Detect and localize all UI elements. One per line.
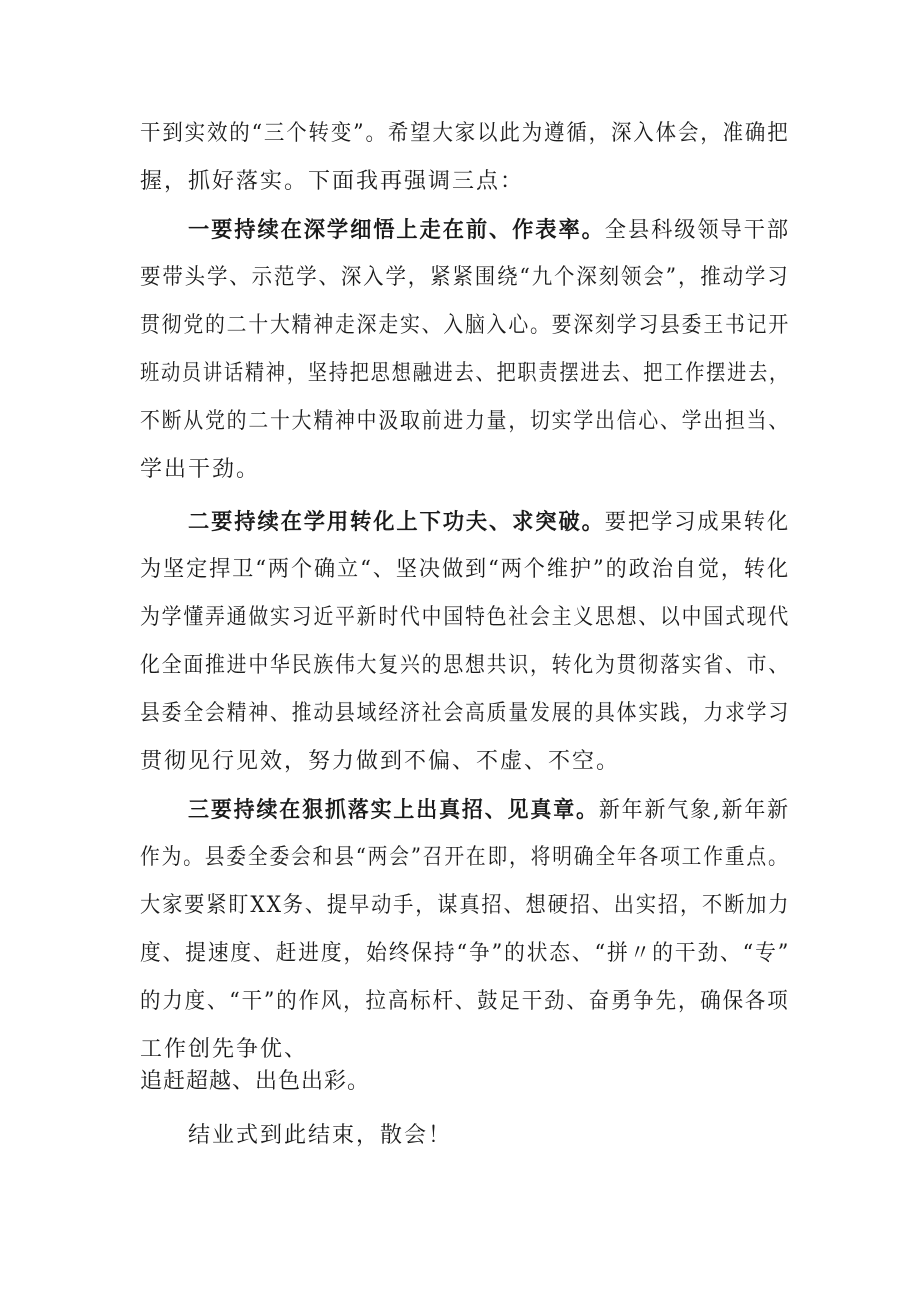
point-3-line: 度、提速度、赶进度，始终保持“争”的状态、“拼〃的干劲、“专” [140,941,791,966]
point-2-line: 县委全会精神、推动县域经济社会高质量发展的具体实践，力求学习 [140,701,791,726]
point-2-heading: 二要持续在学用转化上下功夫、求突破。 [188,509,605,535]
point-1-heading: 一要持续在深学细悟上走在前、作表率。 [188,217,605,243]
point-1-first-line [188,216,790,245]
point-3-first-line-rest: 新年新气象,新年新 [598,798,791,823]
point-2-line: 贯彻见行见效，努力做到不偏、不虚、不空。 [140,749,621,774]
point-3-line: 的力度、“干”的作风，拉高标杆、鼓足干劲、奋勇争先，确保各项 [140,989,790,1014]
point-3-heading: 三要持续在狠抓落实上出真招、见真章。 [188,797,599,823]
point-3-first-line [188,796,790,825]
point-2-first-line [188,508,790,537]
point-3-line: 大家要紧盯XX务、提早动手，谋真招、想硬招、出实招，不断加力 [140,893,791,918]
point-1-line: 学出干劲。 [140,457,261,482]
point-3-line: 追赶超越、出色出彩。 [140,1069,371,1094]
intro-line-2: 握，抓好落实。下面我再强调三点： [140,169,525,194]
point-2-line: 为坚定捍卫“两个确立“、坚决做到“两个维护”的政治自觉，转化 [140,557,790,582]
point-2-line: 化全面推进中华民族伟大复兴的思想共识，转化为贯彻落实省、市、 [140,653,791,678]
point-2-line: 为学懂弄通做实习近平新时代中国特色社会主义思想、以中国式现代 [140,605,791,630]
point-1-first-line-rest: 全县科级领导干部 [604,218,791,243]
point-1-line: 班动员讲话精神，坚持把思想融进去、把职责摆进去、把工作摆进去， [140,361,791,386]
point-2-first-line-rest: 要把学习成果转化 [604,510,791,535]
point-1-line: 不断从党的二十大精神中汲取前进力量，切实学出信心、学出担当、 [140,409,791,434]
point-3-line: 工作创先争优、 [140,1037,309,1062]
intro-line-1: 干到实效的“三个转变”。希望大家以此为遵循，深入体会，准确把 [140,121,790,146]
point-1-line: 要带头学、示范学、深入学，紧紧围绕“九个深刻领会”，推动学习 [140,265,790,290]
point-1-line: 贯彻党的二十大精神走深走实、入脑入心。要深刻学习县委王书记开 [140,313,791,338]
point-3-line: 作为。县委全委会和县“两会”召开在即，将明确全年各项工作重点。 [140,845,790,870]
closing-line: 结业式到此结束，散会！ [188,1123,453,1148]
